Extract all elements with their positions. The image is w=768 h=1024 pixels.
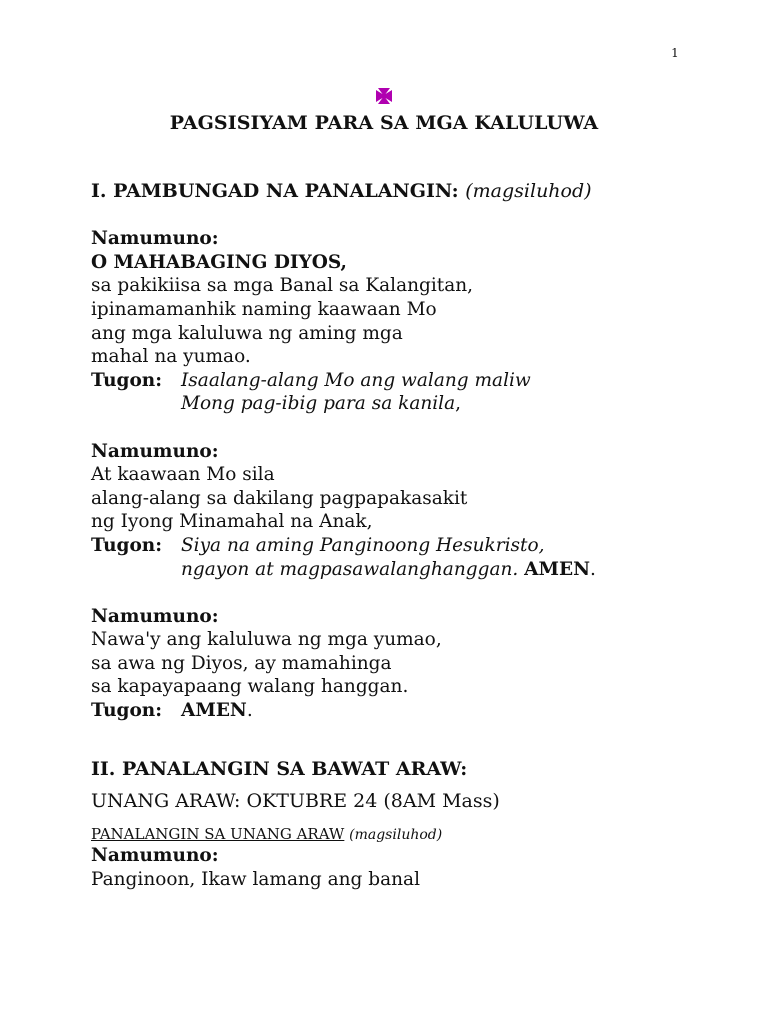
- daily-prayer-note: (magsiluhod): [349, 827, 443, 844]
- prayer-block-2: [91, 440, 731, 582]
- response-text: [181, 534, 596, 581]
- prayer-line: sa pakikiisa sa mga Banal sa Kalangitan,: [91, 275, 474, 297]
- response-text: [181, 699, 253, 723]
- section-1-heading: [91, 180, 731, 204]
- response-punctuation: ,: [455, 393, 462, 415]
- response-line-wrap: [181, 558, 596, 582]
- section-2-heading: II. PANALANGIN SA BAWAT ARAW:: [91, 758, 468, 781]
- response-punctuation: .: [246, 700, 253, 722]
- amen-word: AMEN: [524, 558, 590, 580]
- daily-prayer-title: PANALANGIN SA UNANG ARAW: [91, 825, 345, 844]
- response-line-wrap: [181, 392, 531, 416]
- leader-label: Namumuno:: [91, 845, 219, 867]
- prayer-line: alang-alang sa dakilang pagpapakasakit: [91, 487, 468, 509]
- response-line: Isaalang-alang Mo ang walang maliw: [181, 369, 531, 391]
- response-text: [181, 369, 531, 416]
- prayer-line: O MAHABAGING DIYOS,: [91, 251, 347, 273]
- response-line-wrap: [181, 699, 253, 723]
- day-heading: UNANG ARAW: OKTUBRE 24 (8AM Mass): [91, 789, 500, 812]
- prayer-line: Panginoon, Ikaw lamang ang banal: [91, 869, 421, 891]
- response-row: [91, 699, 731, 723]
- prayer-line: Nawa'y ang kaluluwa ng mga yumao,: [91, 629, 442, 651]
- page-number: 1: [671, 46, 679, 60]
- prayer-line: ipinamamanhik naming kaawaan Mo: [91, 298, 437, 320]
- prayer-line: mahal na yumao.: [91, 346, 251, 368]
- leader-label: Namumuno:: [91, 605, 219, 627]
- leader-label: Namumuno:: [91, 440, 219, 462]
- response-label: Tugon:: [91, 369, 163, 391]
- response-label: Tugon:: [91, 700, 163, 722]
- amen-word: AMEN: [181, 700, 247, 722]
- response-punctuation: .: [590, 558, 596, 580]
- document-body: [91, 180, 731, 892]
- prayer-line: ang mga kaluluwa ng aming mga: [91, 322, 403, 344]
- response-row: [91, 534, 731, 581]
- prayer-block-1: [91, 227, 731, 416]
- section-1-note: (magsiluhod): [465, 180, 592, 202]
- section-1-title: I. PAMBUNGAD NA PANALANGIN:: [91, 180, 459, 202]
- response-row: [91, 369, 731, 416]
- response-label: Tugon:: [91, 534, 163, 556]
- prayer-line: sa kapayapaang walang hanggan.: [91, 676, 409, 698]
- document-title: PAGSISIYAM PARA SA MGA KALULUWA: [169, 112, 599, 134]
- prayer-line: sa awa ng Diyos, ay mamahinga: [91, 652, 392, 674]
- response-line: ngayon at magpasawalanghanggan.: [181, 558, 519, 580]
- prayer-line: At kaawaan Mo sila: [91, 464, 275, 486]
- leader-label: Namumuno:: [91, 228, 219, 250]
- prayer-block-3: [91, 605, 731, 723]
- prayer-line: ng Iyong Minamahal na Anak,: [91, 511, 373, 533]
- response-line: Mong pag-ibig para sa kanila: [181, 393, 456, 415]
- cross-icon: [372, 86, 396, 106]
- daily-prayer-heading: [91, 825, 731, 844]
- response-line: Siya na aming Panginoong Hesukristo,: [181, 534, 545, 556]
